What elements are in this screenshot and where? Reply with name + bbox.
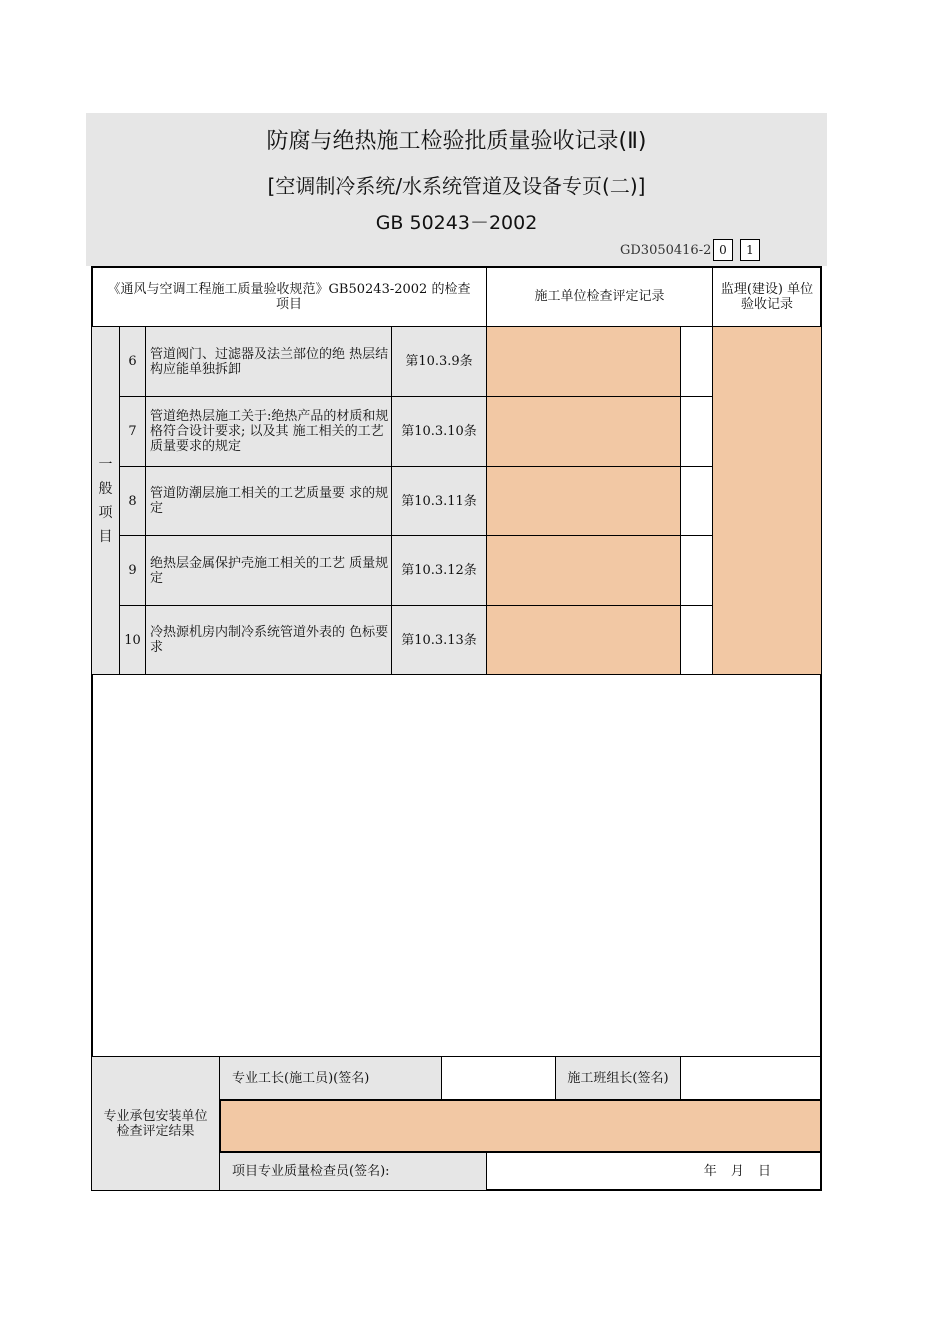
row-10-number: 10 bbox=[119, 605, 146, 675]
row-6-number: 6 bbox=[119, 326, 146, 397]
row-6-clause: 第10.3.9条 bbox=[391, 326, 487, 397]
form-code-box-1[interactable]: 0 bbox=[713, 239, 733, 261]
foreman-signature-input[interactable] bbox=[441, 1056, 556, 1100]
row-8-item: 管道防潮层施工相关的工艺质量要 求的规定 bbox=[145, 466, 392, 536]
row-10-clause: 第10.3.13条 bbox=[391, 605, 487, 675]
team-leader-signature-input[interactable] bbox=[680, 1056, 822, 1100]
row-10-record-input[interactable] bbox=[486, 605, 681, 675]
group-label-general-items: 一 般 项 目 bbox=[91, 326, 120, 675]
row-7-blank bbox=[680, 396, 713, 467]
team-leader-label: 施工班组长(签名) bbox=[555, 1056, 681, 1100]
row-7-number: 7 bbox=[119, 396, 146, 467]
row-8-number: 8 bbox=[119, 466, 146, 536]
form-code-box-2[interactable]: 1 bbox=[740, 239, 760, 261]
row-6-item: 管道阀门、过滤器及法兰部位的绝 热层结构应能单独拆卸 bbox=[145, 326, 392, 397]
form-code: GD3050416-2 bbox=[620, 243, 712, 258]
page-title: 防腐与绝热施工检验批质量验收记录(Ⅱ) bbox=[266, 129, 647, 154]
row-8-clause: 第10.3.11条 bbox=[391, 466, 487, 536]
row-9-blank bbox=[680, 535, 713, 606]
row-8-record-input[interactable] bbox=[486, 466, 681, 536]
row-8-blank bbox=[680, 466, 713, 536]
row-10-item: 冷热源机房内制冷系统管道外表的 色标要求 bbox=[145, 605, 392, 675]
row-9-number: 9 bbox=[119, 535, 146, 606]
evaluation-result-input[interactable] bbox=[219, 1099, 822, 1153]
inspector-label: 项目专业质量检查员(签名): bbox=[219, 1152, 487, 1191]
header-spec: 《通风与空调工程施工质量验收规范》GB50243-2002 的检查项目 bbox=[91, 266, 487, 327]
header-supervision-record: 监理(建设) 单位验收记录 bbox=[712, 266, 822, 327]
row-7-record-input[interactable] bbox=[486, 396, 681, 467]
row-7-clause: 第10.3.10条 bbox=[391, 396, 487, 467]
blank-area bbox=[91, 674, 822, 1057]
page-subtitle: [空调制冷系统/水系统管道及设备专页(二)] bbox=[267, 174, 646, 198]
row-6-blank bbox=[680, 326, 713, 397]
row-9-item: 绝热层金属保护壳施工相关的工艺 质量规定 bbox=[145, 535, 392, 606]
supervision-record-input[interactable] bbox=[712, 326, 822, 675]
row-6-record-input[interactable] bbox=[486, 326, 681, 397]
row-9-clause: 第10.3.12条 bbox=[391, 535, 487, 606]
row-9-record-input[interactable] bbox=[486, 535, 681, 606]
inspection-date[interactable]: 年 月 日 bbox=[486, 1152, 822, 1191]
standard-code: GB 50243－2002 bbox=[375, 212, 538, 234]
unit-result-label: 专业承包安装单位 检查评定结果 bbox=[91, 1056, 220, 1191]
foreman-label: 专业工长(施工员)(签名) bbox=[219, 1056, 442, 1100]
row-10-blank bbox=[680, 605, 713, 675]
header-construction-record: 施工单位检查评定记录 bbox=[486, 266, 713, 327]
row-7-item: 管道绝热层施工关于:绝热产品的材质和规格符合设计要求; 以及其 施工相关的工艺质量要求的规定 bbox=[145, 396, 392, 467]
